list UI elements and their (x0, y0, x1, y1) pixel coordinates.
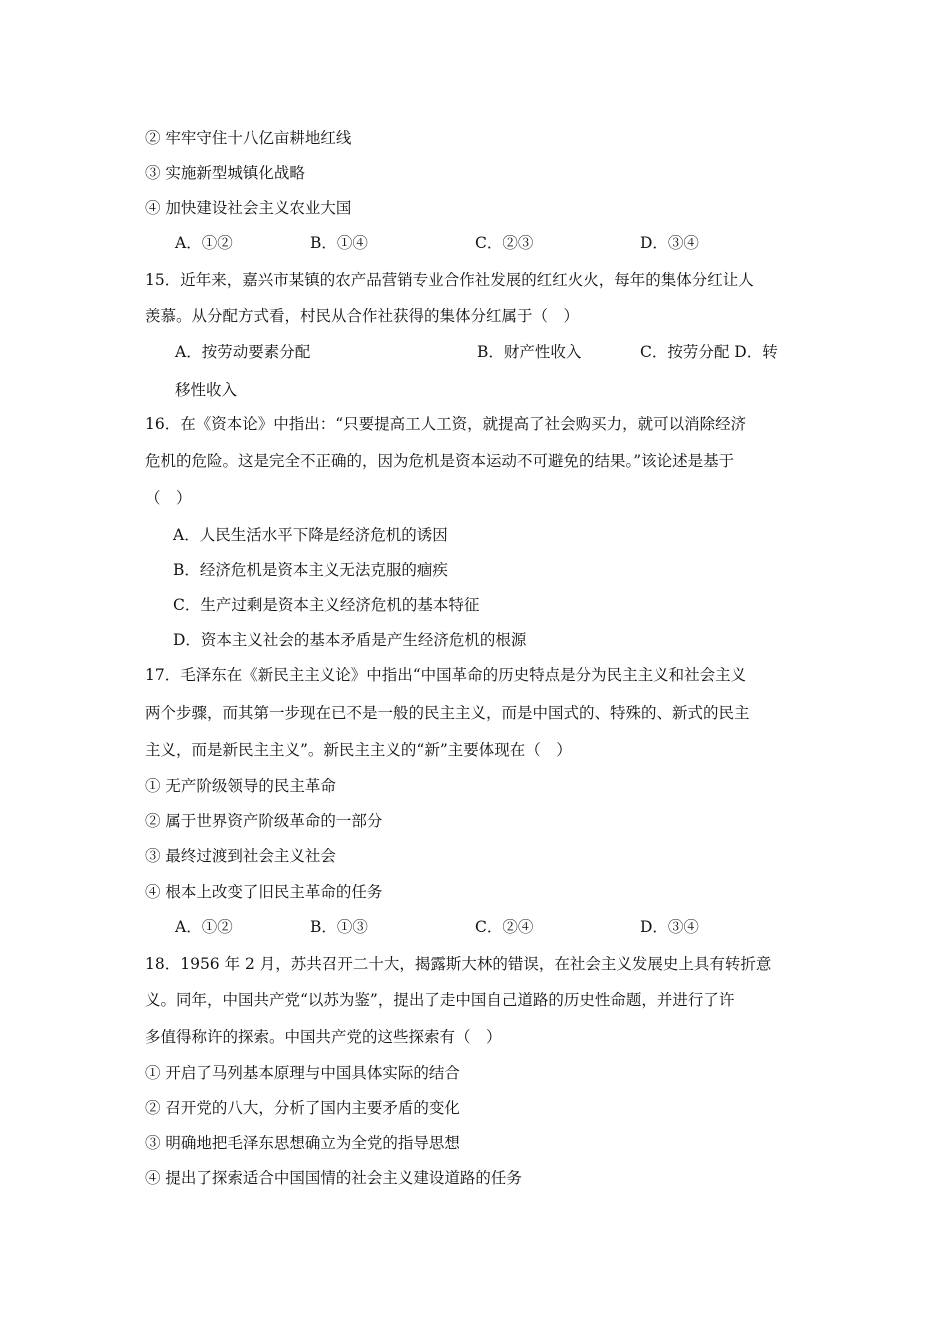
q16-stem-line-2: 危机的危险。这是完全不正确的，因为危机是资本运动不可避免的结果。”该论述是基于 (145, 452, 735, 470)
q15-option-d-continued: 移性收入 (175, 381, 238, 399)
q18-stem-line-1: 18．1956 年 2 月，苏共召开二十大，揭露斯大林的错误，在社会主义发展史上具有转折意 (145, 955, 772, 973)
q17-stem-line-2: 两个步骤，而其第一步现在已不是一般的民主主义，而是中国式的、特殊的、新式的民主 (145, 704, 750, 722)
q15-option-b: B．财产性收入 (477, 343, 582, 361)
q17-item-4: ④ 根本上改变了旧民主革命的任务 (145, 883, 383, 901)
q17-item-1: ① 无产阶级领导的民主革命 (145, 777, 336, 795)
q16-option-d: D．资本主义社会的基本矛盾是产生经济危机的根源 (173, 631, 527, 649)
q17-item-3: ③ 最终过渡到社会主义社会 (145, 847, 336, 865)
q15-option-cd: C．按劳分配 D．转 (640, 343, 778, 361)
q18-stem-line-2: 义。同年，中国共产党“以苏为鉴”，提出了走中国自己道路的历史性命题，并进行了许 (145, 991, 735, 1009)
q18-item-1: ① 开启了马列基本原理与中国具体实际的结合 (145, 1064, 460, 1082)
q16-option-b: B．经济危机是资本主义无法克服的痼疾 (173, 561, 448, 579)
q16-stem-line-1: 16．在《资本论》中指出：“只要提高工人工资，就提高了社会购买力，就可以消除经济 (145, 415, 747, 433)
q14-option-d: D．③④ (640, 234, 699, 252)
q18-stem-line-3: 多值得称许的探索。中国共产党的这些探索有（ ） (145, 1028, 502, 1046)
q14-option-a: A．①② (175, 234, 233, 252)
q17-option-d: D．③④ (640, 918, 699, 936)
q16-option-c: C．生产过剩是资本主义经济危机的基本特征 (173, 596, 480, 614)
q16-option-a: A．人民生活水平下降是经济危机的诱因 (173, 526, 448, 544)
q15-stem-line-1: 15．近年来，嘉兴市某镇的农产品营销专业合作社发展的红红火火，每年的集体分红让人 (145, 271, 754, 289)
q18-item-2: ② 召开党的八大，分析了国内主要矛盾的变化 (145, 1099, 460, 1117)
q17-item-2: ② 属于世界资产阶级革命的一部分 (145, 812, 383, 830)
q14-item-2: ② 牢牢守住十八亿亩耕地红线 (145, 129, 352, 147)
q14-item-3: ③ 实施新型城镇化战略 (145, 164, 305, 182)
q15-stem-line-2: 羡慕。从分配方式看，村民从合作社获得的集体分红属于（ ） (145, 307, 580, 325)
q17-option-b: B．①③ (310, 918, 368, 936)
q17-stem-line-1: 17．毛泽东在《新民主主义论》中指出“中国革命的历史特点是分为民主主义和社会主义 (145, 666, 747, 684)
q17-option-a: A．①② (175, 918, 233, 936)
q15-option-a: A．按劳动要素分配 (175, 343, 311, 361)
q14-item-4: ④ 加快建设社会主义农业大国 (145, 199, 352, 217)
q18-item-4: ④ 提出了探索适合中国国情的社会主义建设道路的任务 (145, 1169, 522, 1187)
q14-option-b: B．①④ (310, 234, 368, 252)
q18-item-3: ③ 明确地把毛泽东思想确立为全党的指导思想 (145, 1134, 460, 1152)
q14-option-c: C．②③ (475, 234, 534, 252)
q17-option-c: C．②④ (475, 918, 534, 936)
q16-stem-line-3: （ ） (145, 489, 192, 507)
q17-stem-line-3: 主义，而是新民主主义”。新民主主义的“新”主要体现在（ ） (145, 741, 572, 759)
